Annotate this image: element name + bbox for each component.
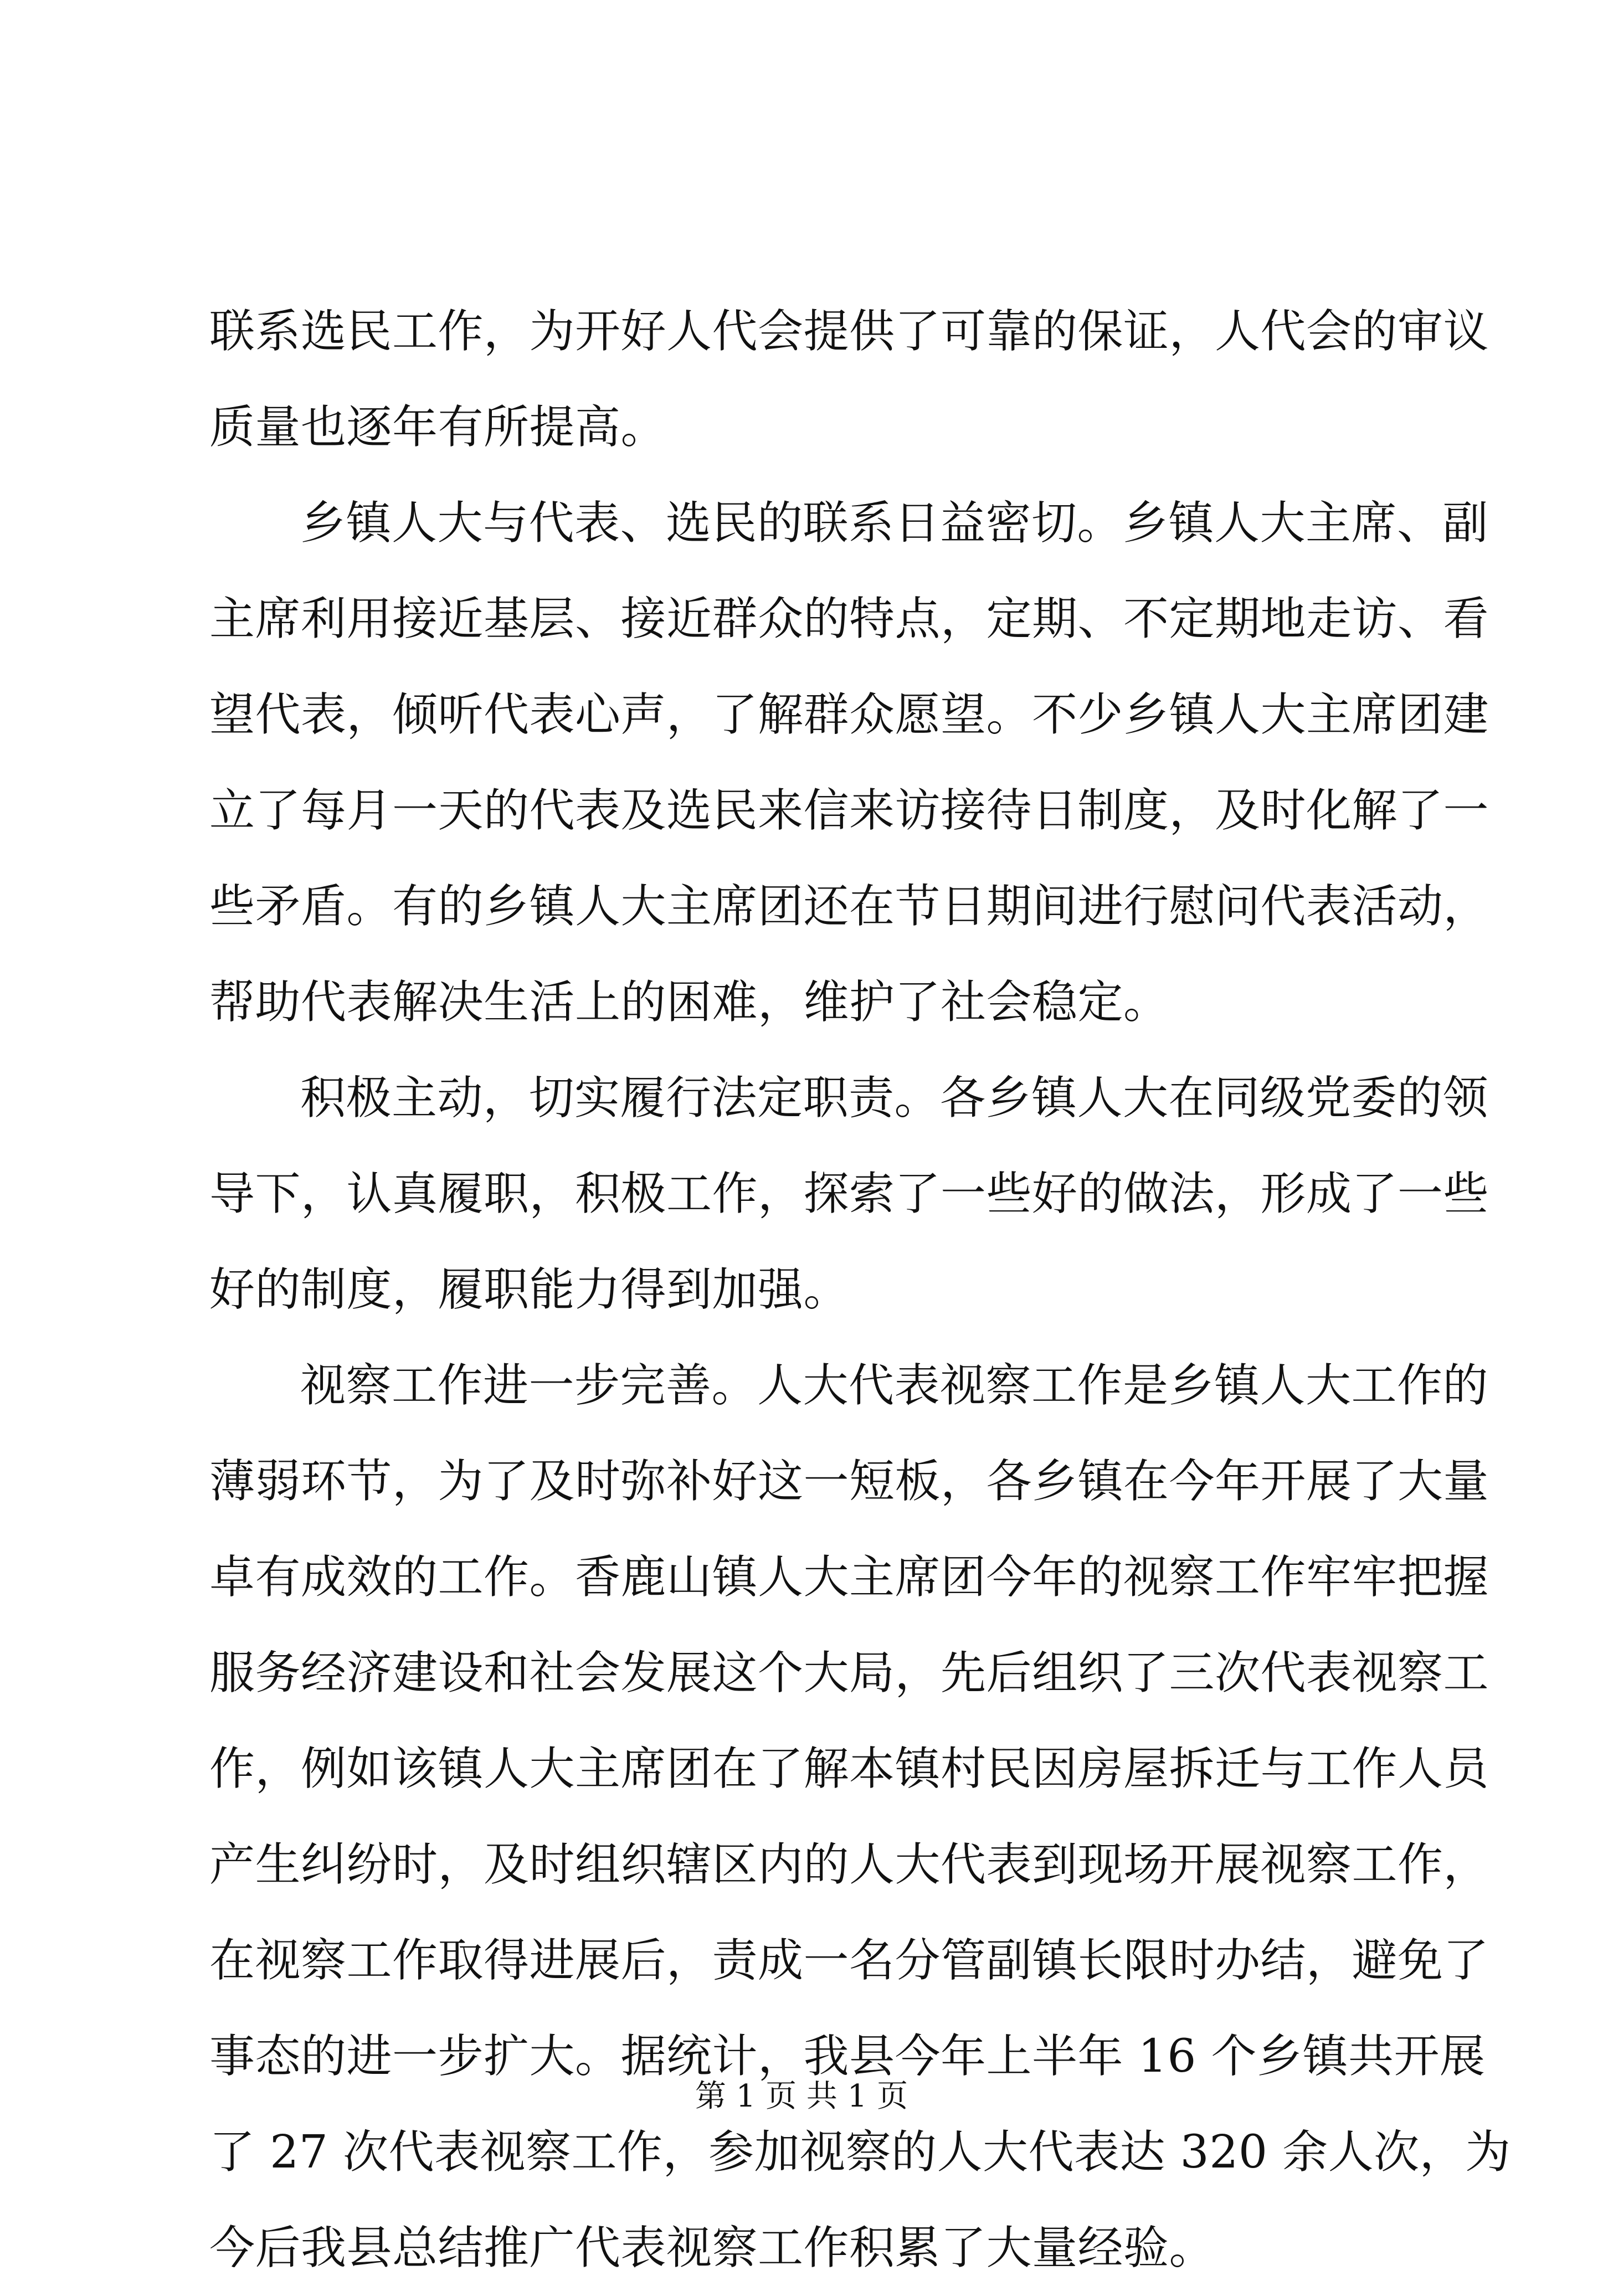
paragraph-first-line: 积极主动，切实履行法定职责。各乡镇人大在同级党委的领 (300, 1072, 1489, 1124)
text-line: 事态的进一步扩大。据统计，我县今年上半年 16 个乡镇共开展 (209, 2030, 1486, 2083)
text-line: 作，例如该镇人大主席团在了解本镇村民因房屋拆迁与工作人员 (209, 1743, 1489, 1795)
text-line: 导下，认真履职，积极工作，探索了一些好的做法，形成了一些 (209, 1168, 1489, 1220)
text-line: 卓有成效的工作。香鹿山镇人大主席团今年的视察工作牢牢把握 (209, 1551, 1489, 1604)
page-number-footer: 第 1 页 共 1 页 (695, 2078, 908, 2114)
text-line: 今后我县总结推广代表视察工作积累了大量经验。 (209, 2222, 1215, 2274)
text-line: 主席利用接近基层、接近群众的特点，定期、不定期地走访、看 (209, 593, 1489, 645)
text-line: 好的制度，履职能力得到加强。 (209, 1263, 850, 1316)
text-line: 立了每月一天的代表及选民来信来访接待日制度，及时化解了一 (209, 784, 1489, 837)
text-line: 些矛盾。有的乡镇人大主席团还在节日期间进行慰问代表活动， (209, 880, 1489, 933)
text-line: 服务经济建设和社会发展这个大局，先后组织了三次代表视察工 (209, 1647, 1489, 1699)
text-line: 望代表，倾听代表心声，了解群众愿望。不少乡镇人大主席团建 (209, 689, 1489, 741)
text-line: 帮助代表解决生活上的困难，维护了社会稳定。 (209, 976, 1169, 1029)
text-line: 联系选民工作，为开好人代会提供了可靠的保证，人代会的审议 (209, 305, 1489, 358)
paragraph-first-line: 视察工作进一步完善。人大代表视察工作是乡镇人大工作的 (300, 1359, 1489, 1412)
text-line: 在视察工作取得进展后，责成一名分管副镇长限时办结，避免了 (209, 1934, 1489, 1987)
paragraph-first-line: 乡镇人大与代表、选民的联系日益密切。乡镇人大主席、副 (300, 497, 1489, 549)
text-line: 了 27 次代表视察工作，参加视察的人大代表达 320 余人次，为 (209, 2126, 1511, 2179)
text-line: 质量也逐年有所提高。 (209, 401, 667, 454)
text-line: 薄弱环节，为了及时弥补好这一短板，各乡镇在今年开展了大量 (209, 1455, 1489, 1508)
text-line: 产生纠纷时，及时组织辖区内的人大代表到现场开展视察工作， (209, 1838, 1489, 1891)
document-body (209, 284, 1511, 2296)
